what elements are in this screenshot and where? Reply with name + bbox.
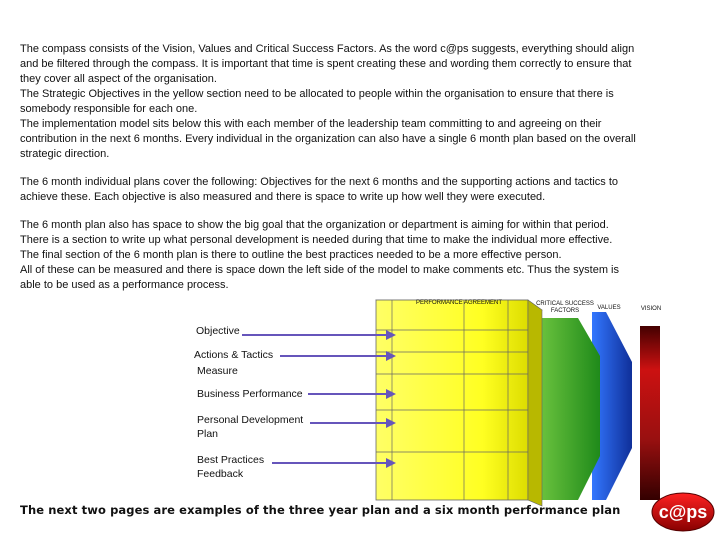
best-practices-label: Best Practices Feedback <box>197 454 265 480</box>
text-line: strategic direction. <box>20 148 110 160</box>
text-line: contribution in the next 6 months. Every individual in the organization can also have a single 6 month plan based on the overall <box>20 133 636 145</box>
text-line: and be filtered through the compass. It is important that time is spent creating these and wording them correctly to ensure that <box>20 58 632 70</box>
text-line: achieve these. Each objective is also measured and there is space to write up how well they were executed. <box>20 191 546 203</box>
text-line: The implementation model sits below this with each member of the leadership team committing to and agreeing on their <box>20 118 602 130</box>
text-line: The 6 month individual plans cover the following: Objectives for the next 6 months and the supporting actions and tactics to <box>20 176 619 188</box>
personal-development-label: Personal Development Plan <box>197 414 304 440</box>
text-line: The final section of the 6 month plan is there to outline the best practices needed to be a more effective person. <box>20 249 562 261</box>
business-performance-label: Business Performance <box>197 388 303 400</box>
vision-label: VISION <box>640 306 662 312</box>
performance-agreement-label: PERFORMANCE AGREEMENT <box>415 300 502 306</box>
measure-label: Measure <box>197 365 238 377</box>
text-line: The Strategic Objectives in the yellow section need to be allocated to people within the organisation to ensure that there is <box>20 88 614 100</box>
vision-bar <box>640 326 660 500</box>
values-label: VALUES <box>597 305 621 311</box>
text-line: The 6 month plan also has space to show the big goal that the organization or department is aiming for within that period. <box>20 219 609 231</box>
text-line: somebody responsible for each one. <box>20 103 198 115</box>
text-line: All of these can be measured and there is space down the left side of the model to make comments etc. Thus the system is <box>20 264 619 276</box>
footer-note: The next two pages are examples of the three year plan and a six month performance plan <box>20 503 621 517</box>
text-line: The compass consists of the Vision, Values and Critical Success Factors. As the word c@ps suggests, everything should align <box>20 43 635 55</box>
actions-tactics-label: Actions & Tactics <box>194 349 274 361</box>
text-line: There is a section to write up what personal development is needed during that time to make the individual more effective. <box>20 234 613 246</box>
text-line: able to be used as a performance process. <box>20 279 229 291</box>
performance-agreement-side-face <box>528 300 542 506</box>
text-line: they cover all aspect of the organisation. <box>20 73 217 85</box>
caps-logo-text: c@ps <box>658 502 708 522</box>
objective-label: Objective <box>196 325 240 337</box>
caps-logo <box>651 492 715 532</box>
critical-success-factors-label: CRITICAL SUCCESS FACTORS <box>536 301 594 314</box>
